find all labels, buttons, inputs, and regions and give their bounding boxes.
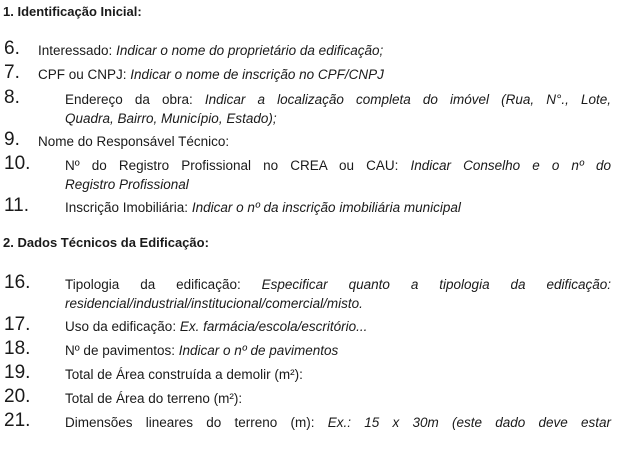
item-number: 21.: [4, 410, 31, 431]
list-item: [65, 413, 611, 432]
item-value-continued: residencial/industrial/institucional/comercial/misto.: [65, 296, 363, 311]
item-label: Interessado:: [38, 43, 113, 58]
item-value: Ex.: 15 x 30m (este dado deve estar: [327, 415, 611, 430]
list-item-continuation: [65, 175, 189, 194]
list-item: [65, 275, 611, 294]
item-label: Inscrição Imobiliária:: [65, 200, 189, 215]
item-value-continued: Quadra, Bairro, Município, Estado);: [65, 111, 277, 126]
item-label: Total de Área construída a demolir (m²):: [65, 367, 303, 382]
item-number: 18.: [4, 338, 31, 359]
list-item-continuation: [65, 109, 277, 128]
list-item: [65, 317, 367, 336]
item-label: Tipologia da edificação:: [65, 277, 241, 292]
item-value: Ex. farmácia/escola/escritório...: [179, 319, 368, 334]
item-number: 17.: [4, 314, 31, 335]
list-item: [38, 132, 229, 151]
list-item-continuation: [65, 294, 363, 313]
item-label: Nome do Responsável Técnico:: [38, 134, 230, 149]
item-label: Endereço da obra:: [65, 92, 193, 107]
list-item: [38, 41, 383, 60]
item-number: 10.: [4, 153, 31, 174]
list-item: [65, 198, 461, 217]
section-2-title: 2. Dados Técnicos da Edificação:: [3, 235, 209, 250]
item-value: Especificar quanto a tipologia da edificação:: [261, 277, 611, 292]
item-number: 16.: [4, 272, 31, 293]
item-number: 9.: [4, 129, 20, 150]
section-1-title: 1. Identificação Inicial:: [3, 4, 142, 19]
item-value: Indicar a localização completa do imóvel (Rua, N°., Lote,: [204, 92, 611, 107]
item-number: 6.: [4, 38, 20, 59]
item-label: CPF ou CNPJ:: [38, 67, 127, 82]
list-item: [65, 90, 611, 109]
item-number: 7.: [4, 62, 20, 83]
item-value: Indicar o nº da inscrição imobiliária municipal: [191, 200, 461, 215]
item-label: Nº de pavimentos:: [65, 343, 175, 358]
list-item: [65, 365, 303, 384]
item-number: 11.: [4, 195, 30, 216]
item-value-continued: Registro Profissional: [65, 177, 189, 192]
list-item: [38, 65, 384, 84]
item-number: 20.: [4, 386, 31, 407]
item-number: 8.: [4, 87, 20, 108]
item-value: Indicar o nº de pavimentos: [178, 343, 339, 358]
item-label: Uso da edificação:: [65, 319, 177, 334]
list-item: [65, 341, 338, 360]
item-value: Indicar Conselho e o nº do: [410, 158, 611, 173]
item-label: Dimensões lineares do terreno (m):: [65, 415, 315, 430]
list-item: [65, 389, 242, 408]
item-label: Nº do Registro Profissional no CREA ou CAU:: [65, 158, 399, 173]
item-label: Total de Área do terreno (m²):: [65, 391, 243, 406]
item-value: Indicar o nome de inscrição no CPF/CNPJ: [130, 67, 384, 82]
item-number: 19.: [4, 362, 31, 383]
list-item: [65, 156, 611, 175]
item-value: Indicar o nome do proprietário da edificação;: [116, 43, 384, 58]
